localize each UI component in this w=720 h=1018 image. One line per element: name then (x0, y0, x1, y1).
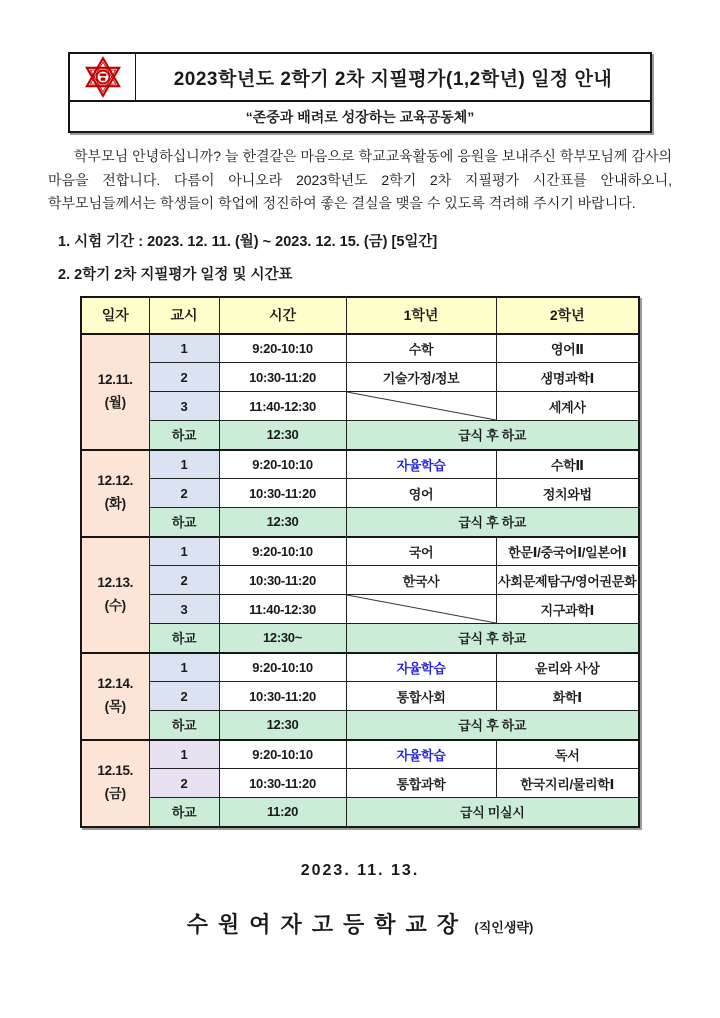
weekday-text: (화) (104, 496, 126, 511)
diagonal-slash-icon (347, 595, 496, 623)
table-row (81, 392, 639, 421)
date-cell (81, 537, 149, 653)
table-header-row (81, 297, 639, 334)
period-cell: 1 (149, 334, 219, 363)
dismissal-label-cell: 하교 (149, 508, 219, 537)
grade1-subject-cell: 자율학습 (346, 653, 496, 682)
date-text: 12.11. (97, 371, 133, 387)
dismissal-time-cell: 12:30 (219, 421, 346, 450)
time-cell: 10:30-11:20 (219, 566, 346, 595)
time-cell: 11:40-12:30 (219, 392, 346, 421)
time-cell: 10:30-11:20 (219, 682, 346, 711)
dismissal-label-cell: 하교 (149, 711, 219, 740)
school-emblem-icon (82, 56, 124, 98)
table-row (81, 450, 639, 479)
table-caption-line: 2. 2학기 2차 지필평가 일정 및 시간표 (58, 266, 293, 283)
dismissal-time-cell: 12:30~ (219, 624, 346, 653)
dismissal-time-cell: 11:20 (219, 798, 346, 827)
time-cell: 9:20-10:10 (219, 450, 346, 479)
table-row (81, 740, 639, 769)
date-cell (81, 334, 149, 450)
exam-schedule-table (80, 296, 640, 828)
grade2-subject-cell: 정치와법 (496, 479, 639, 508)
date-text: 12.15. (97, 763, 134, 779)
dismissal-time-cell: 12:30 (219, 711, 346, 740)
grade2-subject-cell: 사회문제탐구/영어권문화 (496, 566, 639, 595)
period-cell: 3 (149, 392, 219, 421)
document-header (68, 52, 652, 133)
period-cell: 2 (149, 363, 219, 392)
grade2-subject-cell: 세계사 (496, 392, 639, 421)
dismissal-note-cell: 급식 후 하교 (346, 508, 639, 537)
date-cell (81, 450, 149, 537)
grade1-subject-cell: 자율학습 (346, 740, 496, 769)
document-title: 2023학년도 2학기 2차 지필평가(1,2학년) 일정 안내 (173, 68, 613, 90)
time-cell: 9:20-10:10 (219, 653, 346, 682)
dismissal-note-cell: 급식 후 하교 (346, 624, 639, 653)
table-row (81, 682, 639, 711)
dismissal-label-cell: 하교 (149, 624, 219, 653)
table-row (81, 334, 639, 363)
period-cell: 1 (149, 740, 219, 769)
time-cell: 9:20-10:10 (219, 740, 346, 769)
date-cell (81, 653, 149, 740)
table-row (81, 537, 639, 566)
column-header: 일자 (81, 297, 149, 334)
school-motto: “존중과 배려로 성장하는 교육공동체” (245, 108, 475, 125)
period-cell: 1 (149, 653, 219, 682)
grade1-subject-cell: 한국사 (346, 566, 496, 595)
weekday-text: (금) (104, 786, 126, 801)
date-text: 12.14. (97, 676, 134, 692)
signature-line (0, 908, 720, 939)
column-header: 교시 (149, 297, 219, 334)
grade1-subject-cell: 통합과학 (346, 769, 496, 798)
table-row (81, 653, 639, 682)
time-cell: 9:20-10:10 (219, 334, 346, 363)
dismissal-row (81, 624, 639, 653)
column-header: 시간 (219, 297, 346, 334)
dismissal-note-cell: 급식 미실시 (346, 798, 639, 827)
grade2-subject-cell: 생명과학Ⅰ (496, 363, 639, 392)
grade2-subject-cell: 한국지리/물리학Ⅰ (496, 769, 639, 798)
dismissal-row (81, 711, 639, 740)
dismissal-label-cell: 하교 (149, 421, 219, 450)
dismissal-row (81, 421, 639, 450)
grade1-subject-cell: 기술가정/정보 (346, 363, 496, 392)
time-cell: 9:20-10:10 (219, 537, 346, 566)
dismissal-time-cell: 12:30 (219, 508, 346, 537)
date-cell (81, 740, 149, 827)
column-header: 1학년 (346, 297, 496, 334)
signer-name: 수원여자고등학교장 (186, 911, 468, 937)
grade2-subject-cell: 지구과학Ⅰ (496, 595, 639, 624)
period-cell: 3 (149, 595, 219, 624)
period-cell: 1 (149, 537, 219, 566)
greeting-paragraph: 학부모님 안녕하십니까? 늘 한결같은 마음으로 학교교육활동에 응원을 보내주신 학부모님께 감사의 마음을 전합니다. 다름이 아니오라 2023학년도 2학기 2차 지필평가 시간표를 안내하오니, 학부모님들께서는 학생들이 학업에 정진하여 좋은 결실을 맺을 수 있도록 격려해 주시기 바랍니다. (48, 148, 672, 211)
diagonal-slash-icon (347, 392, 496, 420)
time-cell: 11:40-12:30 (219, 595, 346, 624)
table-row (81, 769, 639, 798)
period-cell: 2 (149, 566, 219, 595)
dismissal-row (81, 798, 639, 827)
grade1-subject-cell: 자율학습 (346, 450, 496, 479)
issue-date: 2023. 11. 13. (300, 861, 420, 879)
grade1-subject-cell: 국어 (346, 537, 496, 566)
header-title-row (70, 54, 650, 102)
time-cell: 10:30-11:20 (219, 479, 346, 508)
grade1-subject-cell (346, 392, 496, 421)
period-cell: 2 (149, 682, 219, 711)
period-cell: 2 (149, 479, 219, 508)
grade2-subject-cell: 수학Ⅱ (496, 450, 639, 479)
date-text: 12.12. (97, 473, 134, 489)
table-row (81, 566, 639, 595)
column-header: 2학년 (496, 297, 639, 334)
period-cell: 2 (149, 769, 219, 798)
date-text: 12.13. (97, 574, 134, 590)
period-cell: 1 (149, 450, 219, 479)
grade2-subject-cell: 윤리와 사상 (496, 653, 639, 682)
weekday-text: (월) (104, 394, 126, 410)
table-row (81, 479, 639, 508)
grade1-subject-cell: 수학 (346, 334, 496, 363)
weekday-text: (수) (104, 597, 126, 613)
grade2-subject-cell: 한문Ⅰ/중국어Ⅰ/일본어Ⅰ (496, 537, 639, 566)
dismissal-note-cell: 급식 후 하교 (346, 421, 639, 450)
grade1-subject-cell: 영어 (346, 479, 496, 508)
time-cell: 10:30-11:20 (219, 769, 346, 798)
weekday-text: (목) (104, 699, 126, 714)
table-row (81, 595, 639, 624)
time-cell: 10:30-11:20 (219, 363, 346, 392)
grade2-subject-cell: 독서 (496, 740, 639, 769)
stamp-note: (직인생략) (474, 919, 534, 935)
dismissal-label-cell: 하교 (149, 798, 219, 827)
table-row (81, 363, 639, 392)
grade1-subject-cell: 통합사회 (346, 682, 496, 711)
dismissal-note-cell: 급식 후 하교 (346, 711, 639, 740)
grade1-subject-cell (346, 595, 496, 624)
dismissal-row (81, 508, 639, 537)
school-logo (70, 54, 136, 100)
grade2-subject-cell: 영어Ⅱ (496, 334, 639, 363)
grade2-subject-cell: 화학Ⅰ (496, 682, 639, 711)
exam-period-line: 1. 시험 기간 : 2023. 12. 11. (월) ~ 2023. 12. 15. (금) [5일간] (58, 233, 438, 250)
